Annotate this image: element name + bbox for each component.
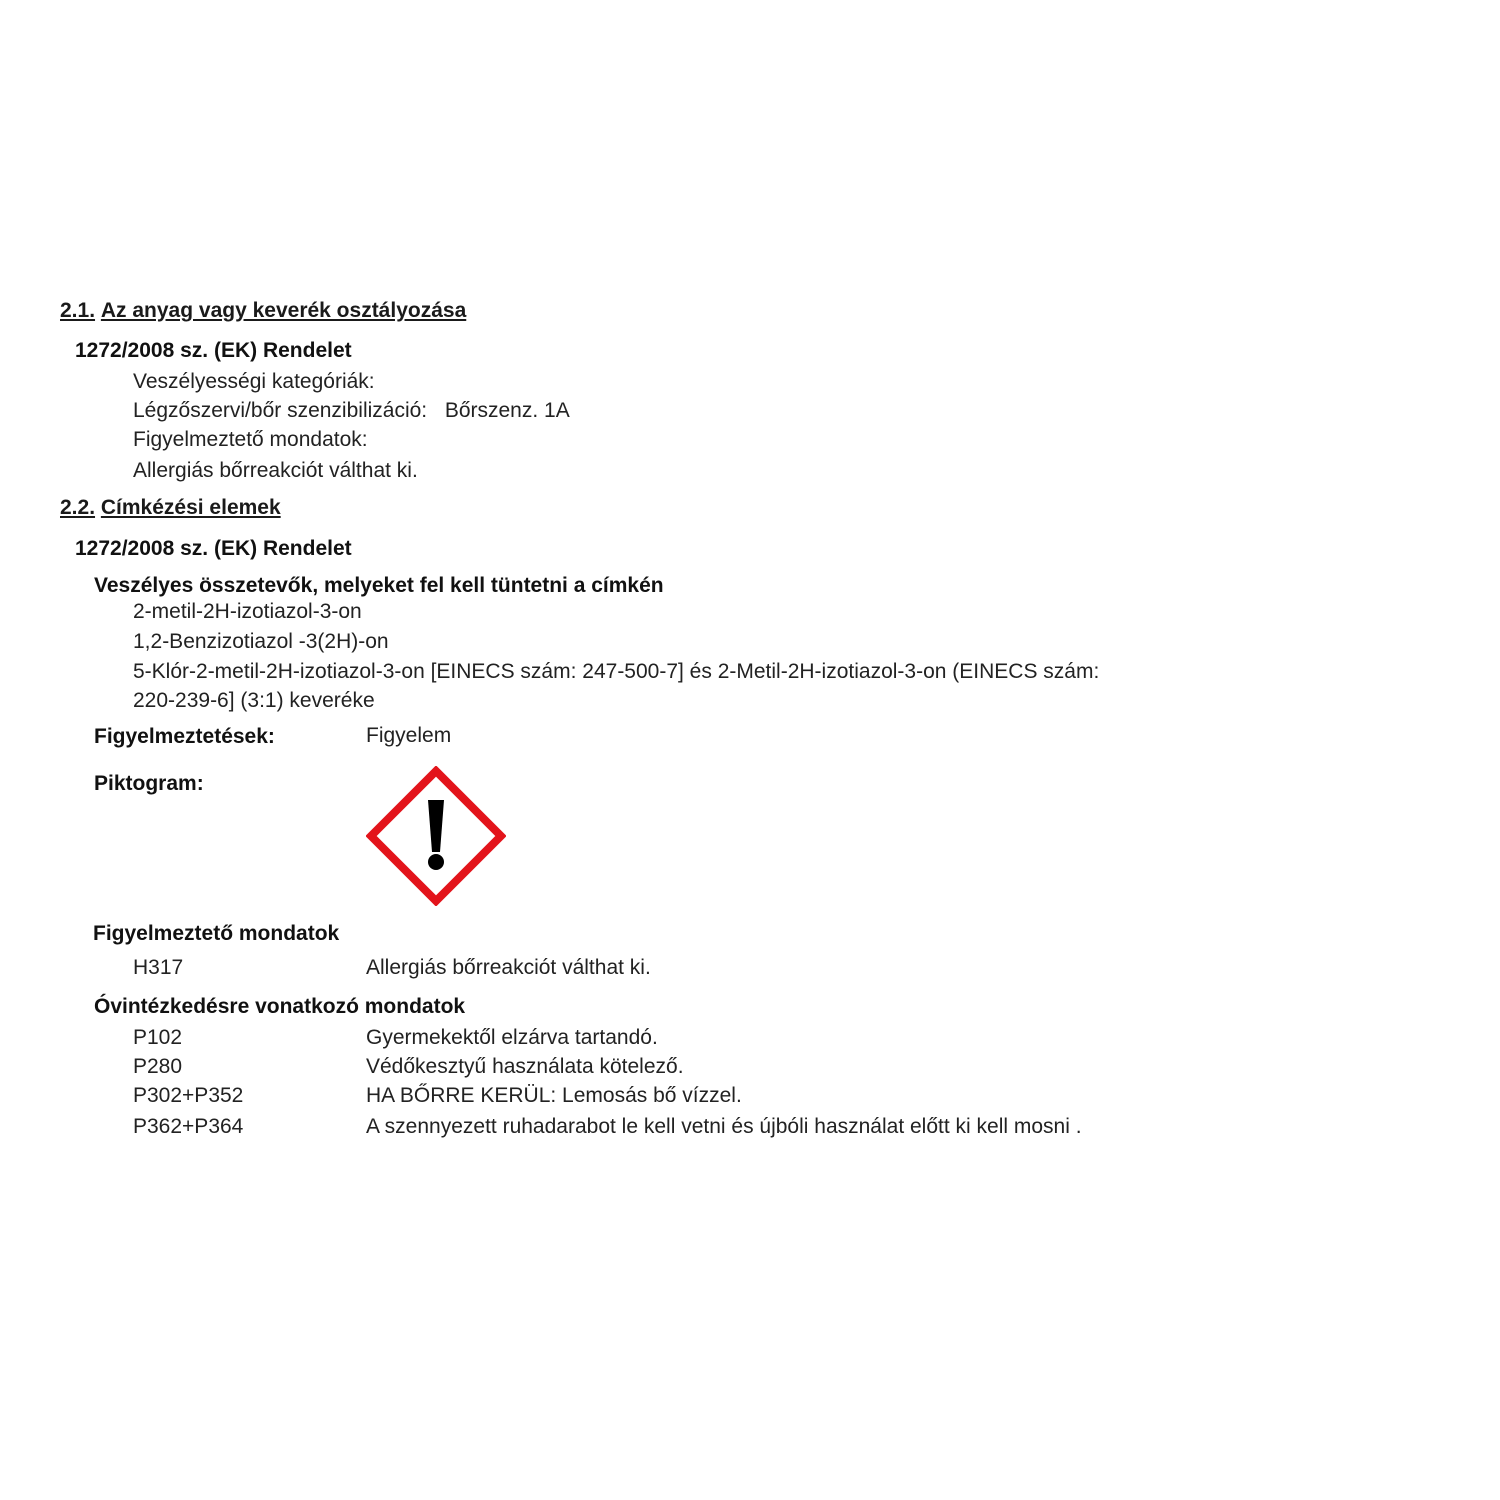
ghs07-exclamation-mark-icon — [366, 766, 506, 906]
hazard-categories-label: Veszélyességi kategóriák: — [133, 370, 375, 393]
warning-phrase: Allergiás bőrreakciót válthat ki. — [133, 459, 418, 482]
signal-word-label: Figyelmeztetések: — [94, 725, 275, 748]
hazard-statements-heading: Figyelmeztető mondatok — [93, 922, 340, 945]
section-2-2-number: 2.2. — [60, 496, 96, 519]
sensitization-label: Légzőszervi/bőr szenzibilizáció: — [133, 399, 428, 422]
precautionary-text: Gyermekektől elzárva tartandó. — [366, 1026, 658, 1049]
ingredient-item: 220-239-6] (3:1) keveréke — [133, 689, 375, 712]
precautionary-text: Védőkesztyű használata kötelező. — [366, 1055, 684, 1078]
section-2-2-regulation: 1272/2008 sz. (EK) Rendelet — [75, 537, 352, 560]
precautionary-code: P302+P352 — [133, 1084, 244, 1107]
section-2-2-heading — [60, 496, 281, 520]
section-2-1-title: Az anyag vagy keverék osztályozása — [100, 299, 467, 322]
section-2-1-heading — [60, 299, 466, 323]
section-2-1-regulation: 1272/2008 sz. (EK) Rendelet — [75, 339, 352, 362]
ingredient-item: 2-metil-2H-izotiazol-3-on — [133, 600, 362, 623]
precautionary-heading: Óvintézkedésre vonatkozó mondatok — [94, 995, 466, 1018]
precautionary-code: P280 — [133, 1055, 183, 1078]
signal-word: Figyelem — [366, 724, 452, 747]
ingredients-heading: Veszélyes összetevők, melyeket fel kell tüntetni a címkén — [94, 574, 664, 597]
ingredient-item: 5-Klór-2-metil-2H-izotiazol-3-on [EINECS szám: 247-500-7] és 2-Metil-2H-izotiazol-3-on (EINECS szám: — [133, 660, 1100, 683]
hazard-statement-code: H317 — [133, 956, 184, 979]
hazard-statement-text: Allergiás bőrreakciót válthat ki. — [366, 956, 651, 979]
precautionary-text: HA BŐRRE KERÜL: Lemosás bő vízzel. — [366, 1084, 742, 1107]
precautionary-text: A szennyezett ruhadarabot le kell vetni és újbóli használat előtt ki kell mosni . — [366, 1115, 1082, 1138]
precautionary-code: P102 — [133, 1026, 183, 1049]
exclamation-dot — [428, 854, 444, 870]
precautionary-code: P362+P364 — [133, 1115, 244, 1138]
ingredient-item: 1,2-Benzizotiazol -3(2H)-on — [133, 630, 389, 653]
sensitization-value: Bőrszenz. 1A — [444, 399, 570, 422]
section-2-2-title: Címkézési elemek — [100, 496, 281, 519]
sensitization-row — [133, 399, 570, 423]
warning-phrases-label: Figyelmeztető mondatok: — [133, 428, 368, 451]
pictogram-label: Piktogram: — [94, 772, 204, 795]
section-2-1-number: 2.1. — [60, 299, 96, 322]
